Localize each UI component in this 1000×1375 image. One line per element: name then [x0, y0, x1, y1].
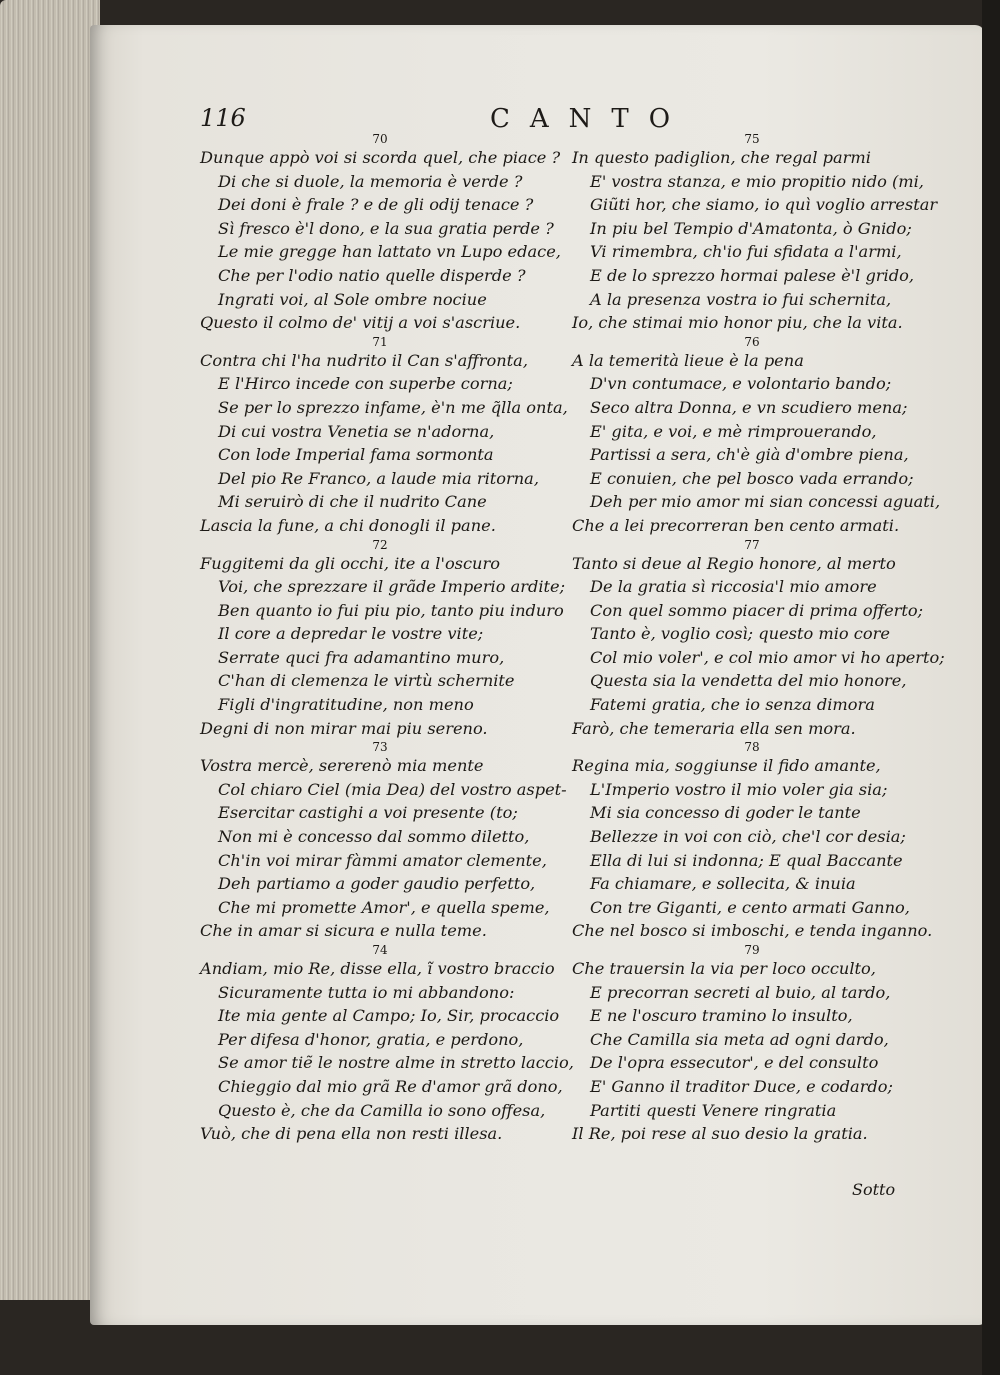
verse-line: Che per l'odio natio quelle disperde ? [218, 265, 526, 285]
stanza-number: 77 [744, 537, 760, 552]
stanza-number: 78 [744, 740, 760, 755]
verse-line: Che a lei precorreran ben cento armati. [572, 515, 900, 535]
verse-line: Partiti questi Venere ringratia [590, 1100, 837, 1120]
stanza [572, 132, 938, 335]
right-column [572, 132, 945, 1146]
verse-line: Chieggio dal mio grã Re d'amor grã dono, [218, 1076, 563, 1096]
verse-line: Seco altra Donna, e vn scudiero mena; [590, 397, 908, 417]
verse-line: E' vostra stanza, e mio propitio nido (mi, [590, 171, 924, 191]
verse-line: Questa sia la vendetta del mio honore, [590, 671, 907, 691]
running-title: CANTO [490, 104, 691, 134]
stanza [200, 740, 567, 943]
verse-line: Che nel bosco si imboschi, e tenda inganno. [572, 921, 933, 941]
verse-line: D'vn contumace, e volontario bando; [590, 374, 892, 394]
verse-line: C'han di clemenza le virtù schernite [218, 671, 515, 691]
stanza [572, 740, 932, 943]
verse-line: Se amor tiẽ le nostre alme in stretto laccio, [218, 1053, 574, 1073]
verse-line: Mi sia concesso di goder le tante [590, 803, 861, 823]
verse-line: E ne l'oscuro tramino lo insulto, [590, 1006, 853, 1026]
verse-line: Sicuramente tutta io mi abbandono: [218, 982, 515, 1002]
stanza-number: 76 [744, 334, 760, 349]
verse-line: Ch'in voi mirar fàmmi amator clemente, [218, 850, 547, 870]
catchword: Sotto [852, 1180, 896, 1199]
stanza [572, 334, 941, 538]
verse-line: Se per lo sprezzo infame, è'n me q̃lla onta, [218, 397, 568, 417]
book-edge [0, 0, 100, 1300]
stanza-number: 71 [372, 334, 388, 349]
left-column [200, 132, 574, 1146]
stanza-number: 79 [744, 943, 760, 957]
verse-line: Ella di lui si indonna; E qual Baccante [590, 850, 903, 870]
verse-line: Per difesa d'honor, gratia, e perdono, [218, 1029, 524, 1049]
verse-line: In piu bel Tempio d'Amatonta, ò Gnido; [590, 218, 912, 238]
verse-line: Fa chiamare, e sollecita, & inuia [590, 874, 856, 894]
verse-line: Con lode Imperial fama sormonta [218, 445, 494, 465]
verse-line: Figli d'ingratitudine, non meno [218, 695, 474, 715]
verse-line: E' gita, e voi, e mè rimprouerando, [590, 421, 877, 441]
verse-line: Del pio Re Franco, a laude mia ritorna, [218, 468, 539, 488]
verse-line: De l'opra essecutor', e del consulto [590, 1053, 879, 1073]
verse-line: Contra chi l'ha nudrito il Can s'affronta, [200, 350, 528, 370]
stanza [200, 537, 566, 741]
verse-line: Esercitar castighi a voi presente (to; [218, 803, 518, 823]
stanza [572, 943, 932, 1146]
verse-line: Il core a depredar le vostre vite; [218, 624, 484, 644]
verse-line: Questo il colmo de' vitij a voi s'ascriue. [200, 313, 521, 333]
verse-line: Lascia la fune, a chi donogli il pane. [200, 515, 496, 535]
verse-line: Mi seruirò di che il nudrito Cane [218, 492, 487, 512]
verse-line: Con tre Giganti, e cento armati Ganno, [590, 897, 910, 917]
verse-line: Vuò, che di pena ella non resti illesa. [200, 1124, 503, 1144]
verse-line: Vostra mercè, sererenò mia mente [200, 756, 484, 776]
verse-line: Ingrati voi, al Sole ombre nociue [218, 289, 487, 309]
verse-line: Le mie gregge han lattato vn Lupo edace, [218, 242, 561, 262]
verse-line: Di che si duole, la memoria è verde ? [218, 171, 523, 191]
stanza [200, 132, 560, 335]
verse-line: Questo è, che da Camilla io sono offesa, [218, 1100, 546, 1120]
scan-background-strip [982, 0, 1000, 1375]
verse-line: L'Imperio vostro il mio voler gia sia; [590, 779, 888, 799]
verse-line: Fatemi gratia, che io senza dimora [590, 695, 875, 715]
verse-line: A la presenza vostra io fui schernita, [590, 289, 892, 309]
verse-line: Giũti hor, che siamo, io quì voglio arrestar [590, 195, 938, 215]
verse-line: Dei doni è frale ? e de gli odij tenace ? [218, 195, 534, 215]
verse-line: E de lo sprezzo hormai palese è'l grido, [590, 265, 914, 285]
verse-line: Voi, che sprezzare il grãde Imperio ardite; [218, 577, 566, 597]
verse-line: Non mi è concesso dal sommo diletto, [218, 827, 530, 847]
verse-line: Con quel sommo piacer di prima offerto; [590, 600, 924, 620]
verse-line: Sì fresco è'l dono, e la sua gratia perde ? [218, 218, 554, 238]
verse-line: Che Camilla sia meta ad ogni dardo, [590, 1029, 889, 1049]
stanza-number: 73 [372, 740, 388, 755]
verse-line: Ite mia gente al Campo; Io, Sir, procaccio [218, 1006, 560, 1026]
verse-line: Dunque appò voi si scorda quel, che piace ? [200, 148, 561, 167]
stanza-number: 75 [744, 132, 760, 146]
page-number: 116 [200, 104, 246, 132]
verse-line: E precorran secreti al buio, al tardo, [590, 982, 891, 1002]
verse-line: Che trauersin la via per loco occulto, [572, 959, 876, 978]
verse-line: Degni di non mirar mai piu sereno. [200, 718, 488, 738]
stanza-number: 74 [372, 943, 388, 957]
verse-line: Col chiaro Ciel (mia Dea) del vostro aspet- [218, 779, 567, 799]
verse-line: Serrate quci fra adamantino muro, [218, 647, 505, 667]
verse-line: Di cui vostra Venetia se n'adorna, [218, 421, 495, 441]
verse-line: Bellezze in voi con ciò, che'l cor desia; [590, 827, 906, 847]
verse-line: A la temerità lieue è la pena [572, 350, 804, 370]
stanza [572, 537, 945, 741]
verse-line: In questo padiglion, che regal parmi [572, 148, 871, 167]
stanza [200, 943, 574, 1146]
verse-line: Farò, che temeraria ella sen mora. [572, 718, 856, 738]
verse-line: De la gratia sì riccosia'l mio amore [590, 577, 877, 597]
verse-line: Il Re, poi rese al suo desio la gratia. [572, 1124, 868, 1144]
verse-line: Tanto è, voglio così; questo mio core [590, 624, 890, 644]
verse-line: Partissi a sera, ch'è già d'ombre piena, [590, 445, 909, 465]
verse-line: Regina mia, soggiunse il fido amante, [572, 756, 881, 776]
verse-line: Vi rimembra, ch'io fui sfidata a l'armi, [590, 242, 902, 262]
stanza-number: 72 [372, 537, 388, 552]
verse-line: Che in amar si sicura e nulla teme. [200, 921, 487, 941]
verse-line: Io, che stimai mio honor piu, che la vita. [572, 313, 903, 333]
verse-line: Ben quanto io fui piu pio, tanto piu induro [218, 600, 564, 620]
verse-line: Che mi promette Amor', e quella speme, [218, 897, 550, 917]
verse-line: Andiam, mio Re, disse ella, ĩ vostro braccio [200, 959, 555, 978]
verse-line: E' Ganno il traditor Duce, e codardo; [590, 1076, 893, 1096]
verse-line: Deh per mio amor mi sian concessi aguati, [590, 492, 941, 512]
stanza [200, 334, 568, 538]
verse-line: Col mio voler', e col mio amor vi ho aperto; [590, 647, 945, 667]
verse-line: Tanto si deue al Regio honore, al merto [572, 553, 896, 573]
verse-line: E conuien, che pel bosco vada errando; [590, 468, 914, 488]
verse-line: E l'Hirco incede con superbe corna; [218, 374, 513, 394]
verse-line: Deh partiamo a goder gaudio perfetto, [218, 874, 536, 894]
stanza-number: 70 [372, 132, 388, 146]
verse-line: Fuggitemi da gli occhi, ite a l'oscuro [200, 553, 500, 573]
